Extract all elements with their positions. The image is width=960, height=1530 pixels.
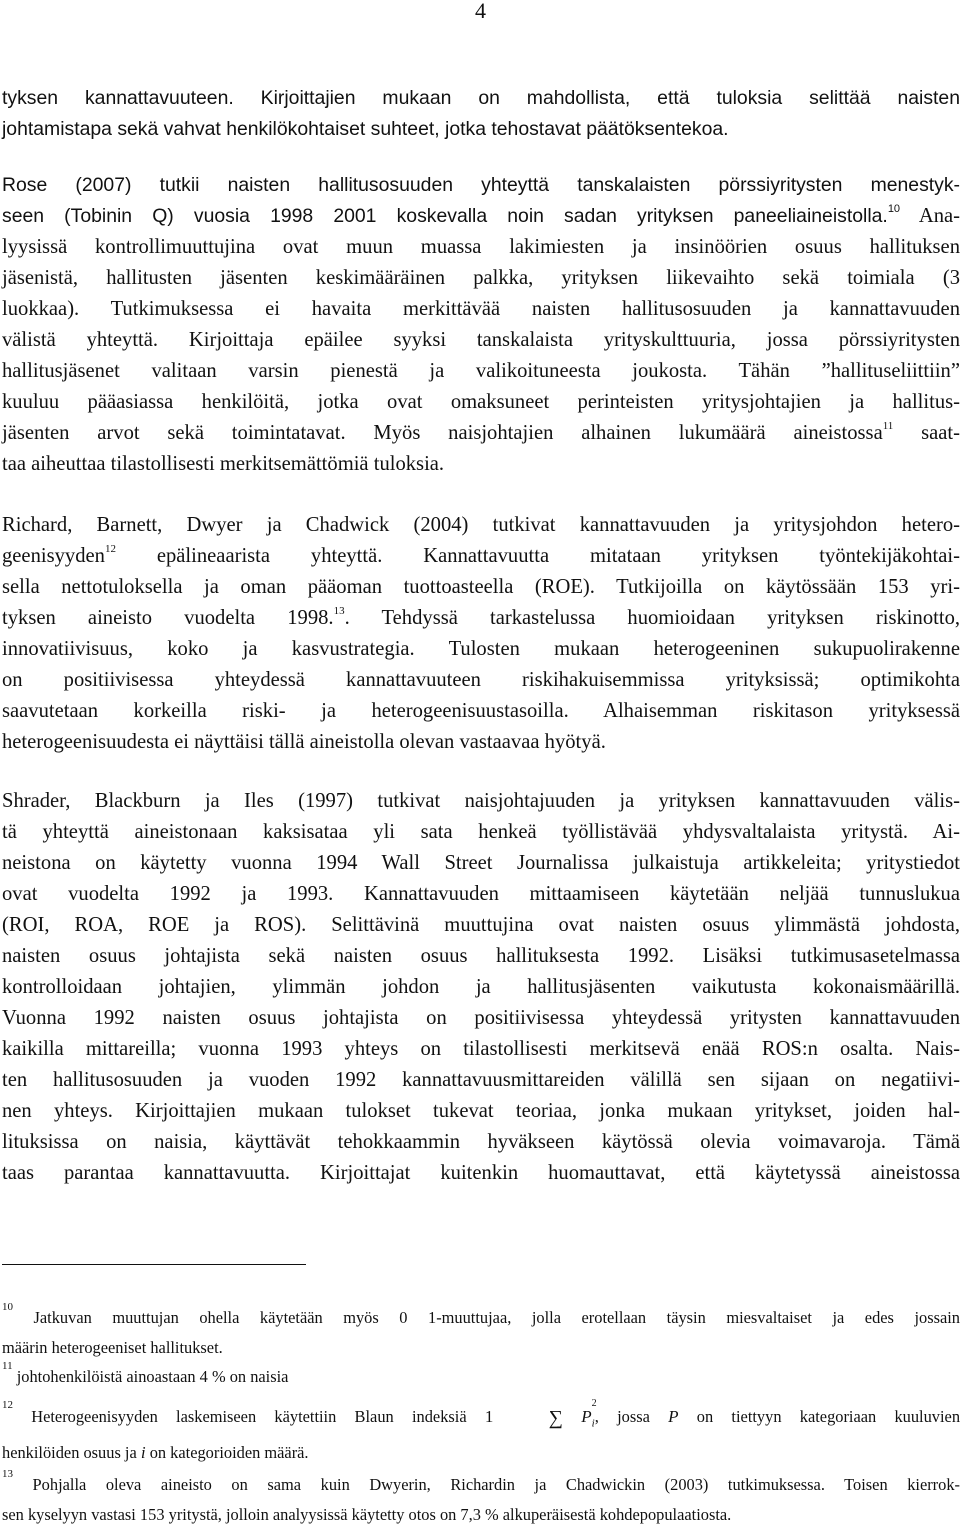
text-line: lyysissä kontrollimuuttujina ovat muun muassa lakimiesten ja insinöörien osuus hallituksen: [2, 236, 960, 258]
text-line: jäsenten arvot sekä toimintatavat. Myös naisjohtajien alhainen lukumäärä aineistossa$^{11}$ saat-: [2, 420, 960, 444]
text-line: ten hallitusosuuden ja vuoden 1992 kannattavuusmittareiden välillä sen sijaan on negatiivi-: [2, 1069, 960, 1091]
text-line: Shrader, Blackburn ja Iles (1997) tutkivat naisjohtajuuden ja yrityksen kannattavuuden välis-: [2, 790, 960, 812]
text-line: seen (Tobinin Q) vuosia 1998 2001 koskevalla noin sadan yrityksen paneeliaineistolla.$^{10}$ Ana-: [2, 203, 960, 227]
text-line: (ROI, ROA, ROE ja ROS). Selittävinä muuttujina ovat naisten osuus ylimmästä johdosta,: [2, 914, 960, 936]
footnote-ref-12[interactable]: 12: [104, 543, 116, 555]
footnote-line: henkilöiden osuus ja i on kategorioiden määrä.: [2, 1443, 309, 1463]
text-line: neistona on käytetty vuonna 1994 Wall Street Journalissa julkaistuja artikkeleita; yritystiedot: [2, 852, 960, 874]
text-line: Richard, Barnett, Dwyer ja Chadwick (2004) tutkivat kannattavuuden ja yritysjohdon hetero-: [2, 514, 960, 536]
footnote-10: [2, 1303, 960, 1363]
text-line: jäsenistä, hallitusten jäsenten keskimääräinen palkka, yrityksen liikevaihto sekä toimiala (3: [2, 267, 960, 289]
footnote-ref-10[interactable]: 10: [887, 203, 901, 215]
text-line: tyksen aineisto vuodelta 1998.13. Tehdyssä tarkastelussa huomioidaan yrityksen riskinotto,: [2, 605, 960, 629]
footnote-line: sen kyselyyn vastasi 153 yritystä, jolloin analyysissä käytetty otos on 7,3 % alkuperäisestä kohdepopulaatiosta.: [2, 1505, 732, 1524]
footnote-mark: 13: [2, 1468, 13, 1480]
text-line: välistä yhteyttä. Kirjoittaja epäilee syyksi tanskalaista yrityskulttuuria, jossa pörssiyritysten: [2, 329, 960, 351]
text-line: ovat vuodelta 1992 ja 1993. Kannattavuuden mittaamiseen käytetään neljää tunnuslukua: [2, 883, 960, 905]
paragraph-3: [2, 510, 960, 758]
text-line: nen yhteys. Kirjoittajien mukaan tulokset tukevat teoriaa, jonka mukaan yritykset, joiden hal-: [2, 1100, 960, 1122]
text-line: johtamistapa sekä vahvat henkilökohtaiset suhteet, jotka tehostavat päätöksentekoa.: [2, 118, 729, 140]
text-line: tä yhteyttä aineistonaan kaksisataa yli sata henkeä työllistävää yhdysvaltalaista yritystä. Ai-: [2, 821, 960, 843]
footnote-mark: 11: [2, 1360, 13, 1372]
footnote-line: $^{10}$ Jatkuvan muuttujan ohella käytetään myös 0 1-muuttujaa, jolla erotellaan täysin miesvaltaiset ja edes jossain: [2, 1301, 960, 1327]
blau-index-formula: 1 ∑ $P_i$ 2: [484, 1398, 597, 1430]
text-line: kontrolloidaan johtajien, ylimmän johdon ja hallitusjäsenten vaikutusta kokonaismäärillä.: [2, 976, 960, 998]
footnote-mark: 10: [2, 1301, 13, 1313]
footnote-divider: [2, 1264, 306, 1265]
footnote-12: [2, 1398, 960, 1468]
text-line: taas parantaa kannattavuutta. Kirjoittajat kuitenkin huomauttavat, että käytetyssä aineistossa: [2, 1162, 960, 1184]
paragraph-1: [2, 83, 960, 145]
text-line: kuuluu pääasiassa henkilöitä, jotka ovat omaksuneet perinteisten yritysjohtajien ja hallitus-: [2, 391, 960, 413]
text-line: innovatiivisuus, koko ja kasvustrategia. Tulosten mukaan heterogeeninen sukupuolirakenne: [2, 638, 960, 660]
footnote-13: [2, 1470, 960, 1530]
footnote-line: $^{13}$ Pohjalla oleva aineisto on sama kuin Dwyerin, Richardin ja Chadwickin (2003) tutkimuksessa. Toisen kierrok-: [2, 1468, 960, 1494]
footnote-11: [2, 1362, 960, 1392]
footnote-ref-13[interactable]: 13: [333, 605, 345, 617]
text-line: Vuonna 1992 naisten osuus johtajista on positiivisessa yhteydessä yritysten kannattavuuden: [2, 1007, 960, 1029]
page-number: 4: [475, 0, 486, 23]
footnote-line: määrin heterogeeniset hallitukset.: [2, 1338, 223, 1357]
text-line: lituksissa on naisia, käyttävät tehokkaammin hyväkseen käytössä olevia voimavaroja. Tämä: [2, 1131, 960, 1153]
text-line: Rose (2007) tutkii naisten hallitusosuuden yhteyttä tanskalaisten pörssiyritysten menestyk-: [2, 174, 960, 196]
footnote-line: $^{11}$ johtohenkilöistä ainoastaan 4 % on naisia: [2, 1360, 289, 1386]
paragraph-4: [2, 786, 960, 1189]
text-line: on positiivisessa yhteydessä kannattavuuteen riskihakuisemmissa yrityksissä; optimikohta: [2, 669, 960, 691]
sigma-symbol: ∑: [548, 1407, 563, 1429]
text-line: heterogeenisuudesta ei näyttäisi tällä aineistolla olevan vastaavaa hyötyä.: [2, 731, 606, 753]
text-line: naisten osuus johtajista sekä naisten osuus hallituksesta 1992. Lisäksi tutkimusasetelmassa: [2, 945, 960, 967]
footnote-line: $^{12}$ Heterogeenisyyden laskemiseen käytettiin Blaun indeksiä 1 ∑ $P_i$ 2 , jossa P on tiettyyn kategoriaan kuuluvien: [2, 1398, 960, 1430]
text-line: saavutetaan korkeilla riski- ja heterogeenisuustasoilla. Alhaisemman riskitason yrityksessä: [2, 700, 960, 722]
text-line: geenisyyden$^{12}$ epälineaarista yhteyttä. Kannattavuutta mitataan yrityksen työntekijäkohtai-: [2, 543, 960, 567]
text-line: luokkaa). Tutkimuksessa ei havaita merkittävää naisten hallitusosuuden ja kannattavuuden: [2, 298, 960, 320]
footnote-ref-11[interactable]: 11: [882, 420, 894, 432]
text-line: taa aiheuttaa tilastollisesti merkitsemättömiä tuloksia.: [2, 453, 445, 475]
text-line: hallitusjäsenet valitaan varsin pienestä ja valikoituneesta joukosta. Tähän ”hallituseliittiin”: [2, 360, 960, 382]
paragraph-2: [2, 170, 960, 232]
paragraph-2-cont: [2, 232, 960, 480]
text-line: sella nettotuloksella ja oman pääoman tuottoasteella (ROE). Tutkijoilla on käytössään 153 yri-: [2, 576, 960, 598]
text-line: tyksen kannattavuuteen. Kirjoittajien mukaan on mahdollista, että tuloksia selittää naisten: [2, 87, 960, 109]
text-line: kaikilla mittareilla; vuonna 1993 yhteys on tilastollisesti merkitsevä enää ROS:n osalta. Nais-: [2, 1038, 960, 1060]
footnote-mark: 12: [2, 1399, 13, 1411]
